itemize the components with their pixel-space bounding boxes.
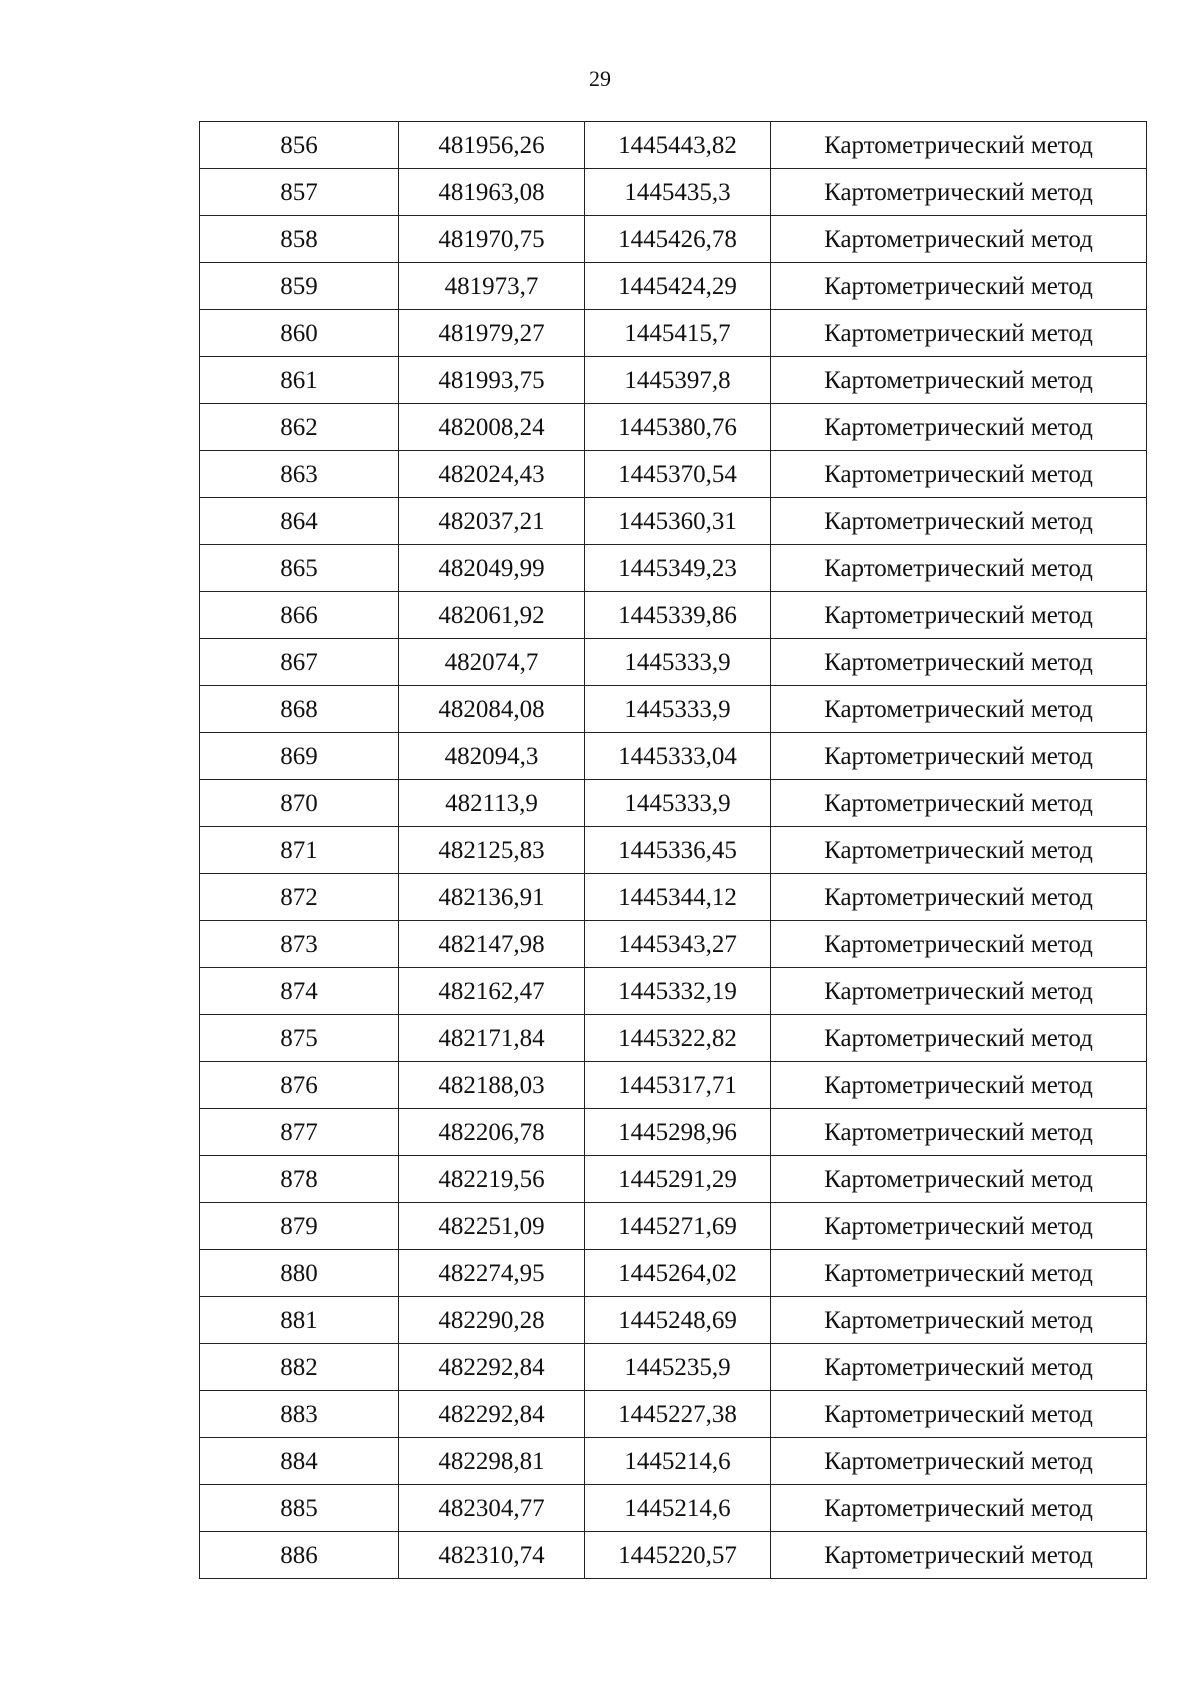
table-row	[200, 498, 1147, 545]
x-coordinate-cell: 481970,75	[399, 216, 585, 263]
point-number-cell: 881	[200, 1297, 399, 1344]
y-coordinate-cell: 1445333,9	[585, 639, 771, 686]
y-coordinate-cell: 1445435,3	[585, 169, 771, 216]
y-coordinate-cell: 1445214,6	[585, 1438, 771, 1485]
point-number-cell: 882	[200, 1344, 399, 1391]
method-cell: Картометрический метод	[771, 1109, 1147, 1156]
x-coordinate-cell: 482136,91	[399, 874, 585, 921]
table-row	[200, 1532, 1147, 1579]
method-cell: Картометрический метод	[771, 357, 1147, 404]
point-number-cell: 879	[200, 1203, 399, 1250]
method-cell: Картометрический метод	[771, 1250, 1147, 1297]
y-coordinate-cell: 1445344,12	[585, 874, 771, 921]
point-number-cell: 866	[200, 592, 399, 639]
method-cell: Картометрический метод	[771, 451, 1147, 498]
y-coordinate-cell: 1445227,38	[585, 1391, 771, 1438]
point-number-cell: 871	[200, 827, 399, 874]
x-coordinate-cell: 482292,84	[399, 1344, 585, 1391]
y-coordinate-cell: 1445424,29	[585, 263, 771, 310]
point-number-cell: 865	[200, 545, 399, 592]
point-number-cell: 857	[200, 169, 399, 216]
table-row	[200, 1109, 1147, 1156]
method-cell: Картометрический метод	[771, 498, 1147, 545]
x-coordinate-cell: 482061,92	[399, 592, 585, 639]
point-number-cell: 862	[200, 404, 399, 451]
point-number-cell: 877	[200, 1109, 399, 1156]
method-cell: Картометрический метод	[771, 122, 1147, 169]
point-number-cell: 860	[200, 310, 399, 357]
coordinates-table	[199, 121, 1147, 1579]
method-cell: Картометрический метод	[771, 1391, 1147, 1438]
table-row	[200, 1297, 1147, 1344]
method-cell: Картометрический метод	[771, 874, 1147, 921]
x-coordinate-cell: 482125,83	[399, 827, 585, 874]
method-cell: Картометрический метод	[771, 404, 1147, 451]
x-coordinate-cell: 482094,3	[399, 733, 585, 780]
y-coordinate-cell: 1445339,86	[585, 592, 771, 639]
table-row	[200, 1156, 1147, 1203]
y-coordinate-cell: 1445291,29	[585, 1156, 771, 1203]
table-row	[200, 827, 1147, 874]
x-coordinate-cell: 482113,9	[399, 780, 585, 827]
coordinates-table-body	[200, 122, 1147, 1579]
x-coordinate-cell: 482049,99	[399, 545, 585, 592]
table-row	[200, 1062, 1147, 1109]
y-coordinate-cell: 1445426,78	[585, 216, 771, 263]
x-coordinate-cell: 482206,78	[399, 1109, 585, 1156]
x-coordinate-cell: 482147,98	[399, 921, 585, 968]
point-number-cell: 883	[200, 1391, 399, 1438]
y-coordinate-cell: 1445349,23	[585, 545, 771, 592]
y-coordinate-cell: 1445397,8	[585, 357, 771, 404]
x-coordinate-cell: 482290,28	[399, 1297, 585, 1344]
table-row	[200, 921, 1147, 968]
point-number-cell: 870	[200, 780, 399, 827]
table-row	[200, 1391, 1147, 1438]
method-cell: Картометрический метод	[771, 639, 1147, 686]
x-coordinate-cell: 482037,21	[399, 498, 585, 545]
y-coordinate-cell: 1445298,96	[585, 1109, 771, 1156]
point-number-cell: 869	[200, 733, 399, 780]
method-cell: Картометрический метод	[771, 1015, 1147, 1062]
method-cell: Картометрический метод	[771, 545, 1147, 592]
point-number-cell: 872	[200, 874, 399, 921]
method-cell: Картометрический метод	[771, 827, 1147, 874]
x-coordinate-cell: 481993,75	[399, 357, 585, 404]
method-cell: Картометрический метод	[771, 968, 1147, 1015]
method-cell: Картометрический метод	[771, 592, 1147, 639]
method-cell: Картометрический метод	[771, 780, 1147, 827]
y-coordinate-cell: 1445220,57	[585, 1532, 771, 1579]
x-coordinate-cell: 482162,47	[399, 968, 585, 1015]
x-coordinate-cell: 482074,7	[399, 639, 585, 686]
table-row	[200, 545, 1147, 592]
method-cell: Картометрический метод	[771, 1344, 1147, 1391]
method-cell: Картометрический метод	[771, 1062, 1147, 1109]
y-coordinate-cell: 1445214,6	[585, 1485, 771, 1532]
method-cell: Картометрический метод	[771, 921, 1147, 968]
table-row	[200, 1438, 1147, 1485]
y-coordinate-cell: 1445360,31	[585, 498, 771, 545]
point-number-cell: 874	[200, 968, 399, 1015]
table-row	[200, 1015, 1147, 1062]
x-coordinate-cell: 482008,24	[399, 404, 585, 451]
point-number-cell: 864	[200, 498, 399, 545]
y-coordinate-cell: 1445248,69	[585, 1297, 771, 1344]
x-coordinate-cell: 482292,84	[399, 1391, 585, 1438]
point-number-cell: 868	[200, 686, 399, 733]
table-row	[200, 1485, 1147, 1532]
y-coordinate-cell: 1445380,76	[585, 404, 771, 451]
table-row	[200, 216, 1147, 263]
point-number-cell: 863	[200, 451, 399, 498]
table-row	[200, 122, 1147, 169]
table-row	[200, 451, 1147, 498]
y-coordinate-cell: 1445333,9	[585, 686, 771, 733]
y-coordinate-cell: 1445415,7	[585, 310, 771, 357]
method-cell: Картометрический метод	[771, 263, 1147, 310]
x-coordinate-cell: 482304,77	[399, 1485, 585, 1532]
method-cell: Картометрический метод	[771, 1297, 1147, 1344]
y-coordinate-cell: 1445370,54	[585, 451, 771, 498]
table-row	[200, 1344, 1147, 1391]
y-coordinate-cell: 1445443,82	[585, 122, 771, 169]
x-coordinate-cell: 482298,81	[399, 1438, 585, 1485]
point-number-cell: 886	[200, 1532, 399, 1579]
point-number-cell: 875	[200, 1015, 399, 1062]
method-cell: Картометрический метод	[771, 1532, 1147, 1579]
method-cell: Картометрический метод	[771, 216, 1147, 263]
y-coordinate-cell: 1445235,9	[585, 1344, 771, 1391]
table-row	[200, 686, 1147, 733]
point-number-cell: 859	[200, 263, 399, 310]
point-number-cell: 867	[200, 639, 399, 686]
x-coordinate-cell: 481979,27	[399, 310, 585, 357]
x-coordinate-cell: 482024,43	[399, 451, 585, 498]
method-cell: Картометрический метод	[771, 1203, 1147, 1250]
table-row	[200, 968, 1147, 1015]
y-coordinate-cell: 1445343,27	[585, 921, 771, 968]
page-number: 29	[589, 66, 611, 91]
table-row	[200, 169, 1147, 216]
y-coordinate-cell: 1445333,04	[585, 733, 771, 780]
y-coordinate-cell: 1445333,9	[585, 780, 771, 827]
point-number-cell: 856	[200, 122, 399, 169]
y-coordinate-cell: 1445271,69	[585, 1203, 771, 1250]
x-coordinate-cell: 482251,09	[399, 1203, 585, 1250]
x-coordinate-cell: 482188,03	[399, 1062, 585, 1109]
method-cell: Картометрический метод	[771, 1438, 1147, 1485]
method-cell: Картометрический метод	[771, 310, 1147, 357]
method-cell: Картометрический метод	[771, 169, 1147, 216]
table-row	[200, 1203, 1147, 1250]
x-coordinate-cell: 482171,84	[399, 1015, 585, 1062]
y-coordinate-cell: 1445317,71	[585, 1062, 771, 1109]
table-row	[200, 874, 1147, 921]
x-coordinate-cell: 482219,56	[399, 1156, 585, 1203]
point-number-cell: 873	[200, 921, 399, 968]
table-row	[200, 733, 1147, 780]
y-coordinate-cell: 1445322,82	[585, 1015, 771, 1062]
method-cell: Картометрический метод	[771, 686, 1147, 733]
table-row	[200, 592, 1147, 639]
x-coordinate-cell: 482310,74	[399, 1532, 585, 1579]
point-number-cell: 880	[200, 1250, 399, 1297]
table-row	[200, 404, 1147, 451]
x-coordinate-cell: 481956,26	[399, 122, 585, 169]
table-row	[200, 263, 1147, 310]
x-coordinate-cell: 481963,08	[399, 169, 585, 216]
method-cell: Картометрический метод	[771, 1485, 1147, 1532]
table-row	[200, 1250, 1147, 1297]
x-coordinate-cell: 481973,7	[399, 263, 585, 310]
point-number-cell: 861	[200, 357, 399, 404]
table-row	[200, 310, 1147, 357]
y-coordinate-cell: 1445264,02	[585, 1250, 771, 1297]
point-number-cell: 858	[200, 216, 399, 263]
y-coordinate-cell: 1445336,45	[585, 827, 771, 874]
point-number-cell: 878	[200, 1156, 399, 1203]
method-cell: Картометрический метод	[771, 733, 1147, 780]
table-row	[200, 780, 1147, 827]
x-coordinate-cell: 482274,95	[399, 1250, 585, 1297]
y-coordinate-cell: 1445332,19	[585, 968, 771, 1015]
x-coordinate-cell: 482084,08	[399, 686, 585, 733]
method-cell: Картометрический метод	[771, 1156, 1147, 1203]
table-row	[200, 357, 1147, 404]
table-row	[200, 639, 1147, 686]
point-number-cell: 884	[200, 1438, 399, 1485]
point-number-cell: 876	[200, 1062, 399, 1109]
point-number-cell: 885	[200, 1485, 399, 1532]
